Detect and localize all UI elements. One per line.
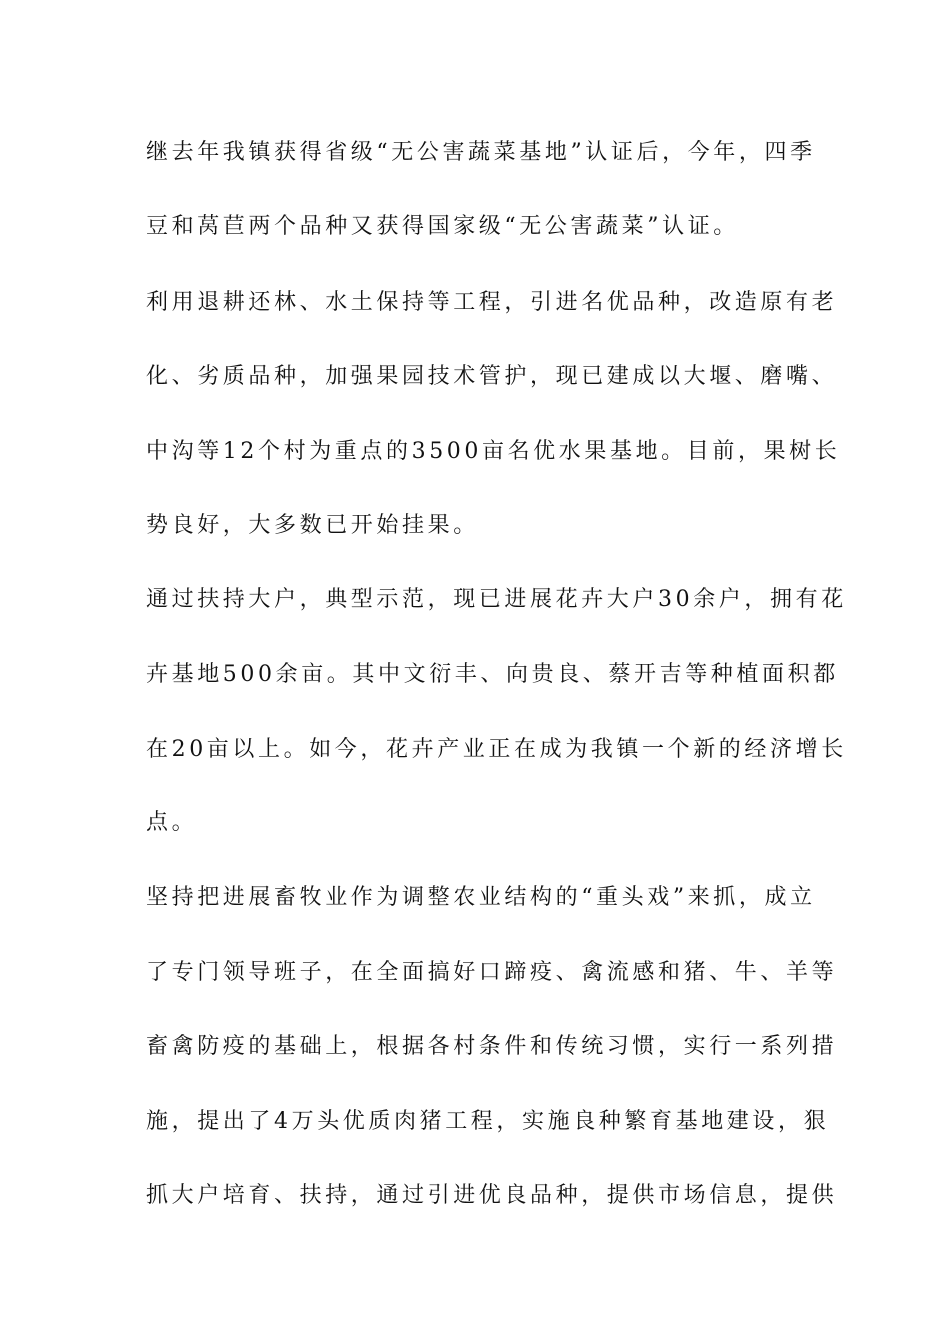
text-line-10: 点。 <box>146 810 198 835</box>
text-line-1: 继去年我镇获得省级“无公害蔬菜基地”认证后，今年，四季 <box>146 140 816 165</box>
text-line-8: 卉基地500余亩。其中文衍丰、向贵良、蔡开吉等种植面积都 <box>146 662 839 687</box>
text-line-9: 在20亩以上。如今，花卉产业正在成为我镇一个新的经济增长 <box>146 737 847 762</box>
text-line-2: 豆和莴苣两个品种又获得国家级“无公害蔬菜”认证。 <box>146 214 739 239</box>
text-line-12: 了专门领导班子，在全面搞好口蹄疫、禽流感和猪、牛、羊等 <box>146 960 838 985</box>
text-line-15: 抓大户培育、扶持，通过引进优良品种，提供市场信息，提供 <box>146 1183 838 1208</box>
text-line-4: 化、劣质品种，加强果园技术管护，现已建成以大堰、磨嘴、 <box>146 364 838 389</box>
text-line-5: 中沟等12个村为重点的3500亩名优水果基地。目前，果树长 <box>146 439 841 464</box>
text-line-7: 通过扶持大户，典型示范，现已进展花卉大户30余户，拥有花 <box>146 587 847 612</box>
text-line-3: 利用退耕还林、水土保持等工程，引进名优品种，改造原有老 <box>146 290 838 315</box>
text-line-14: 施，提出了4万头优质肉猪工程，实施良种繁育基地建设，狠 <box>146 1109 830 1134</box>
text-line-11: 坚持把进展畜牧业作为调整农业结构的“重头戏”来抓，成立 <box>146 885 816 910</box>
text-line-13: 畜禽防疫的基础上，根据各村条件和传统习惯，实行一系列措 <box>146 1034 838 1059</box>
text-line-6: 势良好，大多数已开始挂果。 <box>146 513 479 538</box>
